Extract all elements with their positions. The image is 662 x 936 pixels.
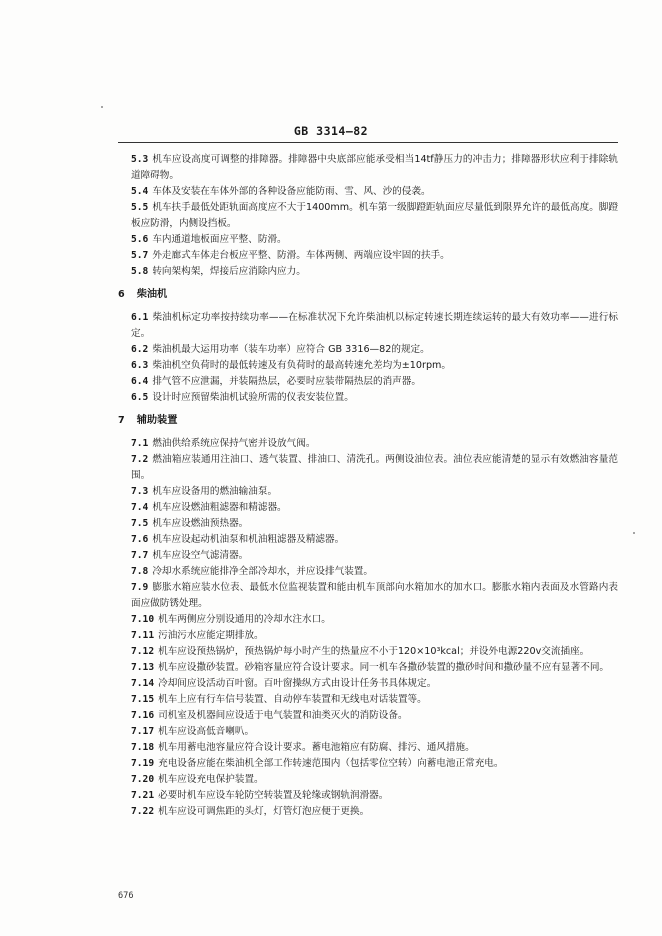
- clause-number: 7.13: [131, 662, 155, 673]
- clause-text: 必要时机车应设车轮防空转装置及轮缘或钢轨润滑器。: [158, 790, 389, 801]
- clause: [118, 676, 618, 692]
- clause-number: 6.4: [131, 376, 149, 387]
- clause-number: 7.16: [131, 710, 155, 721]
- clause: [118, 310, 618, 342]
- clause: [118, 628, 618, 644]
- clause-text: 柴油机空负荷时的最低转速及有负荷时的最高转速允差均为±10rpm。: [152, 360, 451, 371]
- clause-text: 机车应设备用的燃油输油泵。: [152, 486, 278, 497]
- clause: [118, 660, 618, 676]
- clause: [118, 452, 618, 484]
- clause-number: 7.14: [131, 678, 155, 689]
- clause: [118, 516, 618, 532]
- clause-text: 冷却间应设活动百叶窗。百叶窗操纵方式由设计任务书具体规定。: [158, 678, 437, 689]
- clause: [118, 248, 618, 264]
- clause-text: 机车应设高低音喇叭。: [158, 726, 255, 737]
- clause: [118, 436, 618, 452]
- clause-text: 机车应设空气滤清器。: [152, 550, 249, 561]
- clause: [118, 708, 618, 724]
- clause: [118, 644, 618, 660]
- clause-text: 机车应设撒砂装置。砂箱容量应符合设计要求。同一机车各撒砂装置的撒砂时间和撒砂量不应有显著不同。: [158, 662, 610, 673]
- clause: [118, 788, 618, 804]
- clause: [118, 484, 618, 500]
- clause-number: 7.9: [131, 582, 149, 593]
- clause-text: 充电设备应能在柴油机全部工作转速范围内（包括零位空转）向蓄电池正常充电。: [158, 758, 504, 769]
- document-header: GB 3314—82: [293, 124, 369, 138]
- clause: [118, 374, 618, 390]
- clause: [118, 232, 618, 248]
- clause: [118, 500, 618, 516]
- clause: [118, 390, 618, 406]
- clause-number: 7.19: [131, 758, 155, 769]
- clause-text: 冷却水系统应能排净全部冷却水，并应设排气装置。: [152, 566, 373, 577]
- clause: [118, 756, 618, 772]
- clause-text: 燃油供给系统应保持气密并设放气阀。: [152, 438, 316, 449]
- clause: [118, 264, 618, 280]
- clause-number: 7.4: [131, 502, 149, 513]
- clause-text: 机车应设燃油预热器。: [152, 518, 249, 529]
- clause-text: 机车应设可调焦距的头灯，灯管灯泡应便于更换。: [158, 806, 370, 817]
- clause-text: 机车应设燃油粗滤器和精滤器。: [152, 502, 287, 513]
- clause-number: 5.7: [131, 250, 149, 261]
- clause-number: 7.12: [131, 646, 155, 657]
- clause-number: 7.21: [131, 790, 155, 801]
- clause: [118, 532, 618, 548]
- clause-text: 设计时应预留柴油机试验所需的仪表安装位置。: [152, 392, 354, 403]
- clause-number: 7.1: [131, 438, 149, 449]
- clause-text: 转向架构架，焊接后应消除内应力。: [152, 266, 306, 277]
- clause-text: 机车应设预热锅炉，预热锅炉每小时产生的热量应不小于120×10³kcal；并设外电源220v交流插座。: [158, 646, 590, 657]
- clause-number: 6.1: [131, 312, 149, 323]
- clause-number: 7.20: [131, 774, 155, 785]
- clause-text: 机车应设充电保护装置。: [158, 774, 264, 785]
- clause-text: 机车应设高度可调整的排障器。排障器中央底部应能承受相当14tf静压力的冲击力；排障器形状应利于排除轨道障碍物。: [131, 154, 618, 181]
- scan-speck: [101, 106, 103, 108]
- clause-number: 7.3: [131, 486, 149, 497]
- section-title: 柴油机: [136, 289, 168, 300]
- clause: [118, 724, 618, 740]
- clause-text: 柴油机标定功率按持续功率——在标准状况下允许柴油机以标定转速长期连续运转的最大有效功率——进行标定。: [131, 312, 618, 339]
- clause-text: 机车两侧应分别设通用的冷却水注水口。: [158, 614, 331, 625]
- clause-number: 6.3: [131, 360, 149, 371]
- clause-number: 5.5: [131, 202, 149, 213]
- clause-text: 车内通道地板面应平整、防滑。: [152, 234, 287, 245]
- section-number: 7: [118, 415, 125, 426]
- clause-number: 7.11: [131, 630, 155, 641]
- clause-number: 7.22: [131, 806, 155, 817]
- clause-number: 5.3: [131, 154, 149, 165]
- clause-number: 7.10: [131, 614, 155, 625]
- clause: [118, 564, 618, 580]
- clause: [118, 152, 618, 184]
- clause-number: 7.17: [131, 726, 155, 737]
- clause-number: 5.8: [131, 266, 149, 277]
- clause-number: 7.2: [131, 454, 149, 465]
- clause: [118, 740, 618, 756]
- clause-number: 7.8: [131, 566, 149, 577]
- section-number: 6: [118, 289, 125, 300]
- section-title: 辅助装置: [136, 415, 178, 426]
- clause-text: 膨胀水箱应装水位表、最低水位监视装置和能由机车顶部向水箱加水的加水口。膨胀水箱内表面及水管路内表面应做防锈处理。: [131, 582, 618, 609]
- clause-text: 机车扶手最低处距轨面高度应不大于1400mm。机车第一级脚蹬距轨面应尽量低到限界允许的最低高度。脚蹬板应防滑，内侧设挡板。: [131, 202, 618, 229]
- clause-text: 车体及安装在车体外部的各种设备应能防雨、雪、风、沙的侵袭。: [152, 186, 431, 197]
- clause: [118, 692, 618, 708]
- clause-number: 7.7: [131, 550, 149, 561]
- clause-number: 6.2: [131, 344, 149, 355]
- clause-number: 7.18: [131, 742, 155, 753]
- clause-text: 污油污水应能定期排放。: [158, 630, 264, 641]
- scan-speck: [633, 532, 635, 534]
- clause-number: 5.6: [131, 234, 149, 245]
- clause-number: 5.4: [131, 186, 149, 197]
- clause: [118, 184, 618, 200]
- clause: [118, 342, 618, 358]
- page-number: 676: [118, 891, 134, 901]
- document-body: [118, 152, 618, 820]
- clause-text: 燃油箱应装通用注油口、透气装置、排油口、清洗孔。两侧设油位表。油位表应能清楚的显示有效燃油容量范围。: [131, 454, 618, 481]
- clause: [118, 548, 618, 564]
- clause-text: 外走廊式车体走台板应平整、防滑。车体两侧、两端应设牢固的扶手。: [152, 250, 450, 261]
- clause: [118, 772, 618, 788]
- section-heading: [118, 287, 618, 303]
- clause-text: 机车用蓄电池容量应符合设计要求。蓄电池箱应有防腐、排污、通风措施。: [158, 742, 475, 753]
- clause: [118, 358, 618, 374]
- clause: [118, 612, 618, 628]
- clause: [118, 804, 618, 820]
- clause-text: 机车上应有行车信号装置、自动停车装置和无线电对话装置等。: [158, 694, 427, 705]
- clause: [118, 200, 618, 232]
- clause-text: 排气管不应泄漏，并装隔热层，必要时应装带隔热层的消声器。: [152, 376, 421, 387]
- section-heading: [118, 413, 618, 429]
- clause-number: 6.5: [131, 392, 149, 403]
- clause-text: 柴油机最大运用功率（装车功率）应符合 GB 3316—82的规定。: [152, 344, 430, 355]
- clause: [118, 580, 618, 612]
- clause-text: 司机室及机器间应设适于电气装置和油类灭火的消防设备。: [158, 710, 408, 721]
- clause-text: 机车应设起动机油泵和机油粗滤器及精滤器。: [152, 534, 345, 545]
- clause-number: 7.5: [131, 518, 149, 529]
- clause-number: 7.6: [131, 534, 149, 545]
- header-rule: [118, 142, 618, 143]
- clause-number: 7.15: [131, 694, 155, 705]
